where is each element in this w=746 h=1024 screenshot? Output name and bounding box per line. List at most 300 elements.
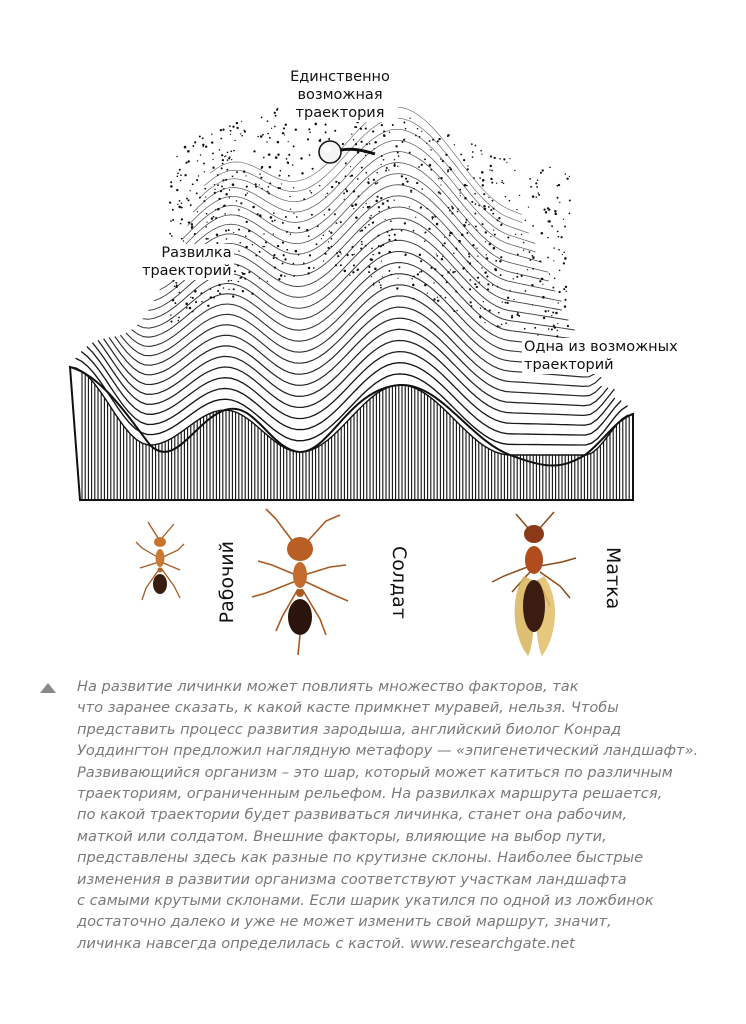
stipple-dot <box>450 168 452 170</box>
stipple-dot <box>564 257 567 260</box>
stipple-dot <box>371 248 373 250</box>
label-only-trajectory <box>282 68 398 122</box>
stipple-dot <box>375 200 378 203</box>
stipple-dot <box>564 226 566 228</box>
stipple-dot <box>500 224 502 226</box>
stipple-dot <box>337 255 339 257</box>
stipple-dot <box>471 201 473 203</box>
stipple-dot <box>420 260 422 262</box>
stipple-dot <box>532 257 534 259</box>
stipple-dot <box>340 264 342 266</box>
stipple-dot <box>433 298 435 300</box>
stipple-dot <box>342 143 344 145</box>
stipple-dot <box>493 229 494 230</box>
stipple-dot <box>386 167 388 169</box>
stipple-dot <box>465 185 466 186</box>
stipple-dot <box>413 188 414 189</box>
stipple-dot <box>351 254 353 256</box>
stipple-dot <box>477 277 479 279</box>
stipple-dot <box>537 179 539 181</box>
stipple-dot <box>360 248 362 250</box>
stipple-dot <box>255 186 257 188</box>
stipple-dot <box>290 234 291 235</box>
stipple-dot <box>309 131 311 133</box>
stipple-dot <box>245 194 247 196</box>
stipple-dot <box>475 203 477 205</box>
stipple-dot <box>227 151 229 153</box>
stipple-dot <box>228 157 230 159</box>
stipple-dot <box>453 253 455 255</box>
stipple-dot <box>228 229 230 231</box>
stipple-dot <box>204 188 206 190</box>
stipple-dot <box>286 158 288 160</box>
stipple-dot <box>369 217 370 218</box>
stipple-dot <box>213 216 215 218</box>
stipple-dot <box>379 211 380 212</box>
stipple-dot <box>206 213 208 215</box>
stipple-dot <box>558 249 560 251</box>
stipple-dot <box>547 237 549 239</box>
stipple-dot <box>311 214 313 216</box>
stipple-dot <box>388 169 389 170</box>
stipple-dot <box>444 237 445 238</box>
queen-ant-icon <box>484 506 584 662</box>
stipple-dot <box>204 171 205 172</box>
stipple-dot <box>295 128 297 130</box>
stipple-dot <box>490 155 492 157</box>
stipple-dot <box>217 290 219 292</box>
stipple-dot <box>543 208 545 210</box>
stipple-dot <box>206 221 207 222</box>
stipple-dot <box>308 267 310 269</box>
stipple-dot <box>536 186 538 188</box>
stipple-dot <box>216 234 219 237</box>
stipple-dot <box>194 233 196 235</box>
stipple-dot <box>319 139 322 142</box>
stipple-dot <box>380 287 382 289</box>
stipple-dot <box>505 302 507 304</box>
stipple-dot <box>301 172 303 174</box>
stipple-dot <box>506 162 507 163</box>
stipple-dot <box>272 221 273 222</box>
stipple-dot <box>316 243 318 245</box>
stipple-dot <box>203 200 205 202</box>
stipple-dot <box>197 211 198 212</box>
stipple-dot <box>491 170 493 172</box>
stipple-dot <box>373 179 375 181</box>
stipple-dot <box>382 202 385 205</box>
stipple-dot <box>554 326 557 329</box>
stipple-dot <box>380 164 381 165</box>
stipple-dot <box>371 276 372 277</box>
stipple-dot <box>335 181 337 183</box>
stipple-dot <box>438 178 439 179</box>
stipple-dot <box>210 288 212 290</box>
stipple-dot <box>553 260 554 261</box>
stipple-dot <box>525 220 527 222</box>
stipple-dot <box>233 288 235 290</box>
stipple-dot <box>458 240 461 243</box>
stipple-dot <box>351 174 353 176</box>
caption-line: достаточно далеко и уже не может изменить свой маршрут, значит, <box>77 913 612 931</box>
stipple-dot <box>298 227 300 229</box>
stipple-dot <box>325 196 326 197</box>
stipple-dot <box>170 314 172 316</box>
stipple-dot <box>436 223 439 226</box>
stipple-dot <box>538 192 539 193</box>
stipple-dot <box>381 124 383 126</box>
stipple-dot <box>293 187 295 189</box>
stipple-dot <box>494 234 496 236</box>
stipple-dot <box>242 290 244 292</box>
stipple-dot <box>361 241 363 243</box>
stipple-dot <box>421 164 423 166</box>
stipple-dot <box>236 122 238 124</box>
stipple-dot <box>240 202 242 204</box>
stipple-dot <box>343 192 345 194</box>
stipple-dot <box>263 157 265 159</box>
stipple-dot <box>328 241 329 242</box>
stipple-dot <box>222 179 224 181</box>
stipple-dot <box>246 221 248 223</box>
label-one-of-trajectories <box>522 338 680 374</box>
stipple-dot <box>449 234 451 236</box>
stipple-dot <box>492 213 494 215</box>
stipple-dot <box>468 224 469 225</box>
stipple-dot <box>378 245 380 247</box>
stipple-dot <box>368 178 370 180</box>
stipple-dot <box>184 174 186 176</box>
stipple-dot <box>312 168 314 170</box>
stipple-dot <box>469 262 471 264</box>
stipple-dot <box>283 127 285 129</box>
stipple-dot <box>180 174 182 176</box>
stipple-dot <box>360 128 362 130</box>
stipple-dot <box>545 211 547 213</box>
stipple-dot <box>274 112 276 114</box>
stipple-dot <box>482 223 484 225</box>
stipple-dot <box>372 222 374 224</box>
stipple-dot <box>221 154 223 156</box>
stipple-dot <box>228 280 230 282</box>
stipple-dot <box>273 254 275 256</box>
stipple-dot <box>198 175 199 176</box>
stipple-dot <box>511 315 513 317</box>
stipple-dot <box>365 155 366 156</box>
label-line: траекторий <box>142 263 232 279</box>
stipple-dot <box>245 175 246 176</box>
stipple-dot <box>334 213 336 215</box>
stipple-dot <box>470 301 472 303</box>
stipple-dot <box>217 174 219 176</box>
stipple-dot <box>338 182 340 184</box>
stipple-dot <box>456 310 457 311</box>
stipple-dot <box>417 273 419 275</box>
stipple-dot <box>466 232 468 234</box>
stipple-dot <box>187 150 190 153</box>
stipple-dot <box>461 234 464 237</box>
stipple-dot <box>485 231 487 233</box>
stipple-dot <box>191 223 193 225</box>
stipple-dot <box>488 197 489 198</box>
stipple-dot <box>444 242 446 244</box>
stipple-dot <box>486 254 487 255</box>
stipple-dot <box>295 250 298 253</box>
stipple-dot <box>217 208 220 211</box>
stipple-dot <box>283 254 285 256</box>
stipple-dot <box>355 203 358 206</box>
stipple-dot <box>513 278 514 279</box>
stipple-dot <box>242 273 244 275</box>
stipple-dot <box>241 121 242 122</box>
stipple-dot <box>221 185 223 187</box>
stipple-dot <box>480 317 482 319</box>
stipple-dot <box>392 124 394 126</box>
stipple-dot <box>469 288 471 290</box>
stipple-dot <box>236 171 238 173</box>
stipple-dot <box>481 267 482 268</box>
stipple-dot <box>566 178 568 180</box>
stipple-dot <box>186 307 188 309</box>
stipple-dot <box>223 287 225 289</box>
stipple-dot <box>277 245 279 247</box>
stipple-dot <box>424 158 426 160</box>
stipple-dot <box>478 205 480 207</box>
stipple-dot <box>267 281 268 282</box>
stipple-dot <box>172 280 174 282</box>
stipple-dot <box>523 249 524 250</box>
stipple-dot <box>499 158 501 160</box>
stipple-dot <box>205 196 206 197</box>
stipple-dot <box>327 247 329 249</box>
stipple-dot <box>442 245 444 247</box>
stipple-dot <box>184 146 187 149</box>
stipple-dot <box>259 278 260 279</box>
stipple-dot <box>255 183 257 185</box>
stipple-dot <box>212 167 214 169</box>
stipple-dot <box>300 157 302 159</box>
stipple-dot <box>287 162 289 164</box>
stipple-dot <box>331 246 333 248</box>
stipple-dot <box>281 183 282 184</box>
label-line: Развилка <box>161 245 232 261</box>
stipple-dot <box>211 133 212 134</box>
stipple-dot <box>273 257 275 259</box>
stipple-dot <box>269 137 271 139</box>
stipple-dot <box>555 312 558 315</box>
stipple-dot <box>309 190 311 192</box>
caption-text <box>77 676 717 954</box>
stipple-dot <box>213 297 215 299</box>
stipple-dot <box>490 236 491 237</box>
stipple-dot <box>472 151 474 153</box>
stipple-dot <box>311 192 313 194</box>
stipple-dot <box>514 170 515 171</box>
stipple-dot <box>394 163 396 165</box>
stipple-dot <box>351 246 353 248</box>
stipple-dot <box>259 251 261 253</box>
stipple-dot <box>274 220 276 222</box>
stipple-dot <box>449 232 451 234</box>
stipple-dot <box>484 208 487 211</box>
stipple-dot <box>191 228 192 229</box>
stipple-dot <box>403 122 405 124</box>
stipple-dot <box>360 141 362 143</box>
stipple-dot <box>220 190 222 192</box>
stipple-dot <box>466 219 468 221</box>
stipple-dot <box>215 209 216 210</box>
stipple-dot <box>558 236 560 238</box>
stipple-dot <box>451 206 453 208</box>
stipple-dot <box>225 230 227 232</box>
stipple-dot <box>429 140 431 142</box>
stipple-dot <box>330 232 332 234</box>
stipple-dot <box>391 228 393 230</box>
stipple-dot <box>221 167 223 169</box>
stipple-dot <box>468 256 470 258</box>
stipple-dot <box>315 123 318 126</box>
stipple-dot <box>539 280 541 282</box>
stipple-dot <box>412 284 415 287</box>
stipple-dot <box>511 316 513 318</box>
stipple-dot <box>466 271 468 273</box>
stipple-dot <box>361 243 363 245</box>
stipple-dot <box>382 276 383 277</box>
landscape-ridge-lines <box>70 107 628 455</box>
stipple-dot <box>189 190 190 191</box>
stipple-dot <box>467 261 469 263</box>
stipple-dot <box>277 141 280 144</box>
stipple-dot <box>260 135 263 138</box>
caption-line: Уоддингтон предложил наглядную метафору — «эпигенетический ландшафт». <box>77 742 699 760</box>
stipple-dot <box>284 275 286 277</box>
stipple-dot <box>335 264 337 266</box>
caption-line: представлены здесь как разные по крутизне склоны. Наиболее быстрые <box>77 849 644 867</box>
stipple-dot <box>214 192 216 194</box>
stipple-dot <box>185 162 187 164</box>
stipple-dot <box>413 230 415 232</box>
stipple-dot <box>176 189 178 191</box>
stipple-dot <box>282 132 284 134</box>
stipple-dot <box>521 234 522 235</box>
stipple-dot <box>535 182 537 184</box>
stipple-dot <box>477 261 478 262</box>
stipple-dot <box>497 286 499 288</box>
stipple-dot <box>464 197 467 200</box>
stipple-dot <box>482 179 485 182</box>
stipple-dot <box>515 234 516 235</box>
stipple-dot <box>474 193 476 195</box>
stipple-dot <box>170 321 172 323</box>
stipple-dot <box>175 282 177 284</box>
stipple-dot <box>450 269 451 270</box>
stipple-dot <box>521 275 523 277</box>
stipple-dot <box>365 172 367 174</box>
stipple-dot <box>496 183 497 184</box>
stipple-dot <box>401 141 403 143</box>
stipple-dot <box>341 253 342 254</box>
stipple-dot <box>488 206 490 208</box>
stipple-dot <box>285 216 287 218</box>
stipple-dot <box>517 254 519 256</box>
stipple-dot <box>257 136 259 138</box>
stipple-dot <box>426 208 428 210</box>
stipple-dot <box>465 221 467 223</box>
stipple-dot <box>433 282 435 284</box>
stipple-dot <box>261 188 263 190</box>
stipple-dot <box>253 150 255 152</box>
stipple-dot <box>434 257 435 258</box>
soldier-ant-icon <box>246 505 354 665</box>
stipple-dot <box>559 270 561 272</box>
stipple-dot <box>405 128 407 130</box>
stipple-dot <box>499 260 501 262</box>
stipple-dot <box>492 200 494 202</box>
stipple-dot <box>486 257 488 259</box>
stipple-dot <box>186 198 188 200</box>
stipple-dot <box>380 284 382 286</box>
stipple-dot <box>569 213 571 215</box>
stipple-dot <box>482 184 484 186</box>
stipple-dot <box>472 156 474 158</box>
stipple-dot <box>507 302 509 304</box>
stipple-dot <box>376 172 378 174</box>
stipple-dot <box>415 217 416 218</box>
stipple-dot <box>269 166 272 169</box>
stipple-dot <box>278 187 280 189</box>
caption-line: с самыми крутыми склонами. Если шарик укатился по одной из ложбинок <box>77 892 654 910</box>
stipple-dot <box>381 260 382 261</box>
stipple-dot <box>413 276 415 278</box>
stipple-dot <box>451 212 453 214</box>
stipple-dot <box>476 229 478 231</box>
stipple-dot <box>353 208 354 209</box>
stipple-dot <box>548 328 550 330</box>
stipple-dot <box>397 151 399 153</box>
stipple-dot <box>529 251 531 253</box>
stipple-dot <box>309 154 311 156</box>
ridge-line <box>210 107 522 215</box>
stipple-dot <box>498 312 500 314</box>
caption-line: Развивающийся организм – это шар, который может катиться по различным <box>77 763 673 781</box>
stipple-dot <box>214 189 215 190</box>
stipple-dot <box>308 272 310 274</box>
stipple-dot <box>445 297 447 299</box>
stipple-dot <box>174 286 175 287</box>
stipple-dot <box>376 196 378 198</box>
stipple-dot <box>440 295 441 296</box>
stipple-dot <box>323 260 324 261</box>
stipple-dot <box>285 124 287 126</box>
stipple-dot <box>523 242 525 244</box>
stipple-dot <box>205 146 207 148</box>
stipple-dot <box>365 245 367 247</box>
stipple-dot <box>172 209 174 211</box>
stipple-dot <box>331 238 333 240</box>
label-line: траекторий <box>524 357 614 373</box>
stipple-dot <box>449 166 451 168</box>
stipple-dot <box>211 141 213 143</box>
stipple-dot <box>220 138 222 140</box>
stipple-dot <box>229 197 230 198</box>
stipple-dot <box>187 160 189 162</box>
stipple-dot <box>286 231 288 233</box>
stipple-dot <box>509 200 511 202</box>
stipple-dot <box>177 320 179 322</box>
stipple-dot <box>417 128 419 130</box>
stipple-dot <box>227 159 229 161</box>
stipple-dot <box>218 198 220 200</box>
